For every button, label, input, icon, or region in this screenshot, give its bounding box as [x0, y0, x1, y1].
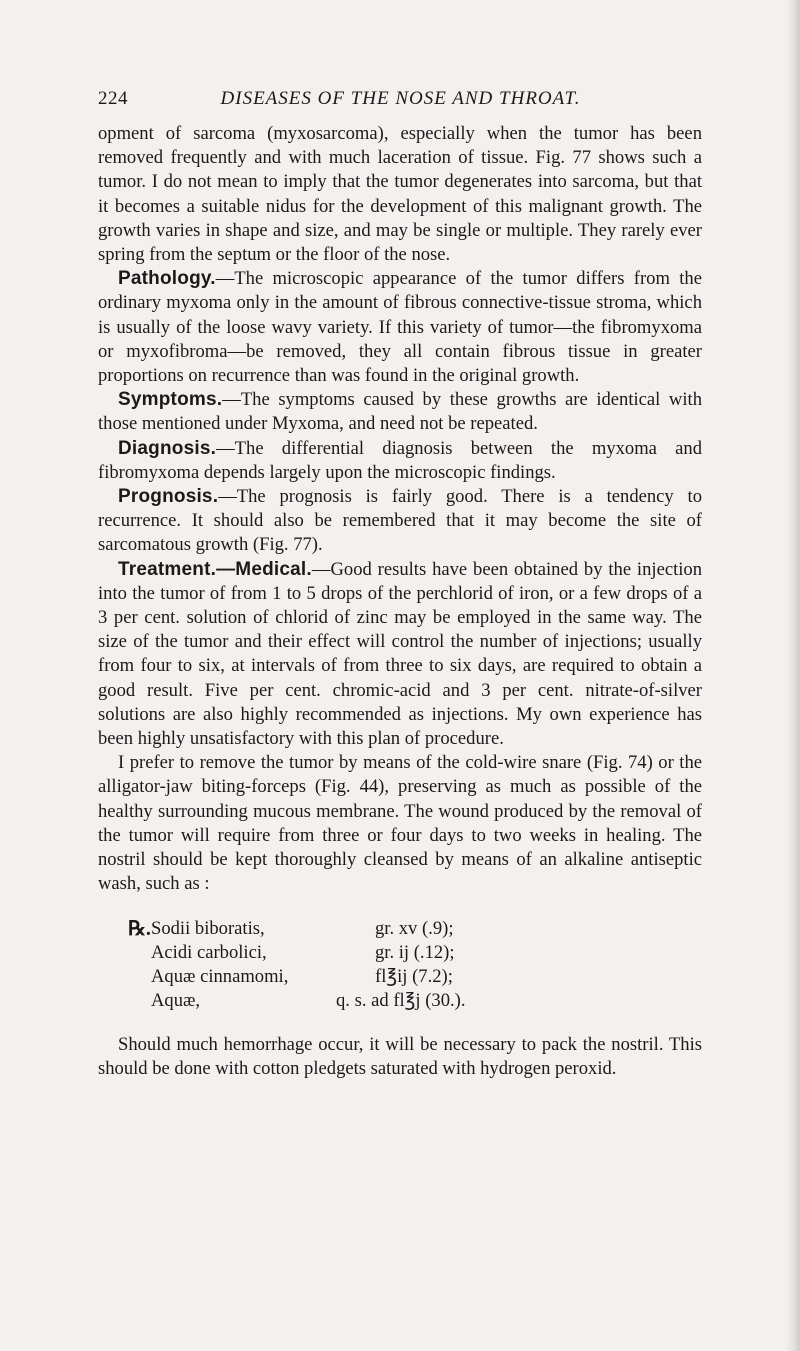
- diagnosis-text: —The differential diagnosis between the myxoma and fibromyxoma depends largely upon the microscopic findings.: [98, 437, 702, 483]
- ingredient: Aquæ cinnamomi,: [151, 965, 289, 987]
- dose: gr. ij (.12);: [375, 941, 455, 963]
- prescription-row: [151, 941, 631, 965]
- ingredient: Aquæ,: [151, 989, 201, 1011]
- prescription-row: [151, 989, 631, 1013]
- heading-pathology: Pathology.: [118, 268, 216, 290]
- prognosis-text: —The prognosis is fairly good. There is a tendency to recurrence. It should also be remembered that it may become the site of sarcomatous growth (Fig. 77).: [98, 486, 702, 556]
- ingredient: Acidi carbolici,: [151, 941, 267, 963]
- heading-symptoms: Symptoms.: [118, 389, 223, 411]
- paragraph-diagnosis: [98, 437, 702, 485]
- paragraph-pathology: [98, 267, 702, 388]
- paragraph-closing: Should much hemorrhage occur, it will be necessary to pack the nostril. This should be done with cotton pledgets saturated with hydrogen peroxid.: [98, 1033, 702, 1079]
- rx-symbol: ℞.: [128, 917, 151, 940]
- pathology-text: —The microscopic appearance of the tumor differs from the ordinary myxoma only in the amount of fibrous connective-tissue stroma, which is usually of the loose wavy variety. If this variety of tumor—the fibromyxoma or myxofibroma—be removed, they all contain fibrous tissue in greater proportions on recurrence than was found in the original growth.: [98, 268, 702, 387]
- subheading-medical: —Medical.: [216, 558, 312, 580]
- prescription-row: [151, 917, 631, 941]
- running-title: DISEASES OF THE NOSE AND THROAT.: [220, 88, 581, 109]
- paragraph-intro: opment of sarcoma (myxosarcoma), especially when the tumor has been removed frequently and with much laceration of tissue. Fig. 77 shows such a tumor. I do not mean to imply that the tumor degenerates into sarcoma, but that it becomes a suitable nidus for the development of this malignant growth. The growth varies in shape and size, and may be single or multiple. They rarely ever spring from the septum or the floor of the nose.: [98, 123, 702, 266]
- paragraph-surgical: I prefer to remove the tumor by means of the cold-wire snare (Fig. 74) or the alligator-jaw biting-forceps (Fig. 44), preserving as much as possible of the healthy surrounding mucous membrane. The wound produced by the removal of the tumor will require from three or four days to two weeks in healing. The nostril should be kept thoroughly cleansed by means of an alkaline antiseptic wash, such as :: [98, 752, 702, 895]
- body-text: [98, 122, 702, 1081]
- page-number: 224: [98, 88, 128, 109]
- dose: q. s. ad fl℥j (30.).: [336, 989, 466, 1011]
- running-head: [98, 88, 703, 114]
- treatment-text: —Good results have been obtained by the injection into the tumor of from 1 to 5 drops of the perchlorid of iron, or a few drops of a 3 per cent. solution of chlorid of zinc may be employed in the same way. The size of the tumor and their effect will control the number of injections; usually from four to six, at intervals of from three to six days, are required to obtain a good result. Five per cent. chromic-acid and 3 per cent. nitrate-of-silver solutions are also highly recommended as injections. My own experience has been highly unsatisfactory with this plan of procedure.: [98, 558, 702, 750]
- ingredient: Sodii biboratis,: [151, 917, 265, 939]
- heading-prognosis: Prognosis.: [118, 486, 219, 508]
- paragraph-symptoms: [98, 388, 702, 436]
- page-edge-shadow: [786, 0, 800, 1351]
- prescription: [128, 917, 702, 1017]
- dose: gr. xv (.9);: [375, 917, 454, 939]
- symptoms-text: —The symptoms caused by these growths are identical with those mentioned under Myxoma, and need not be repeated.: [98, 389, 702, 435]
- dose: fl℥ij (7.2);: [375, 965, 453, 987]
- heading-diagnosis: Diagnosis.: [118, 437, 217, 459]
- prescription-row: [151, 965, 631, 989]
- heading-treatment: Treatment.: [118, 558, 217, 580]
- paragraph-treatment: [98, 558, 702, 752]
- paragraph-prognosis: [98, 485, 702, 558]
